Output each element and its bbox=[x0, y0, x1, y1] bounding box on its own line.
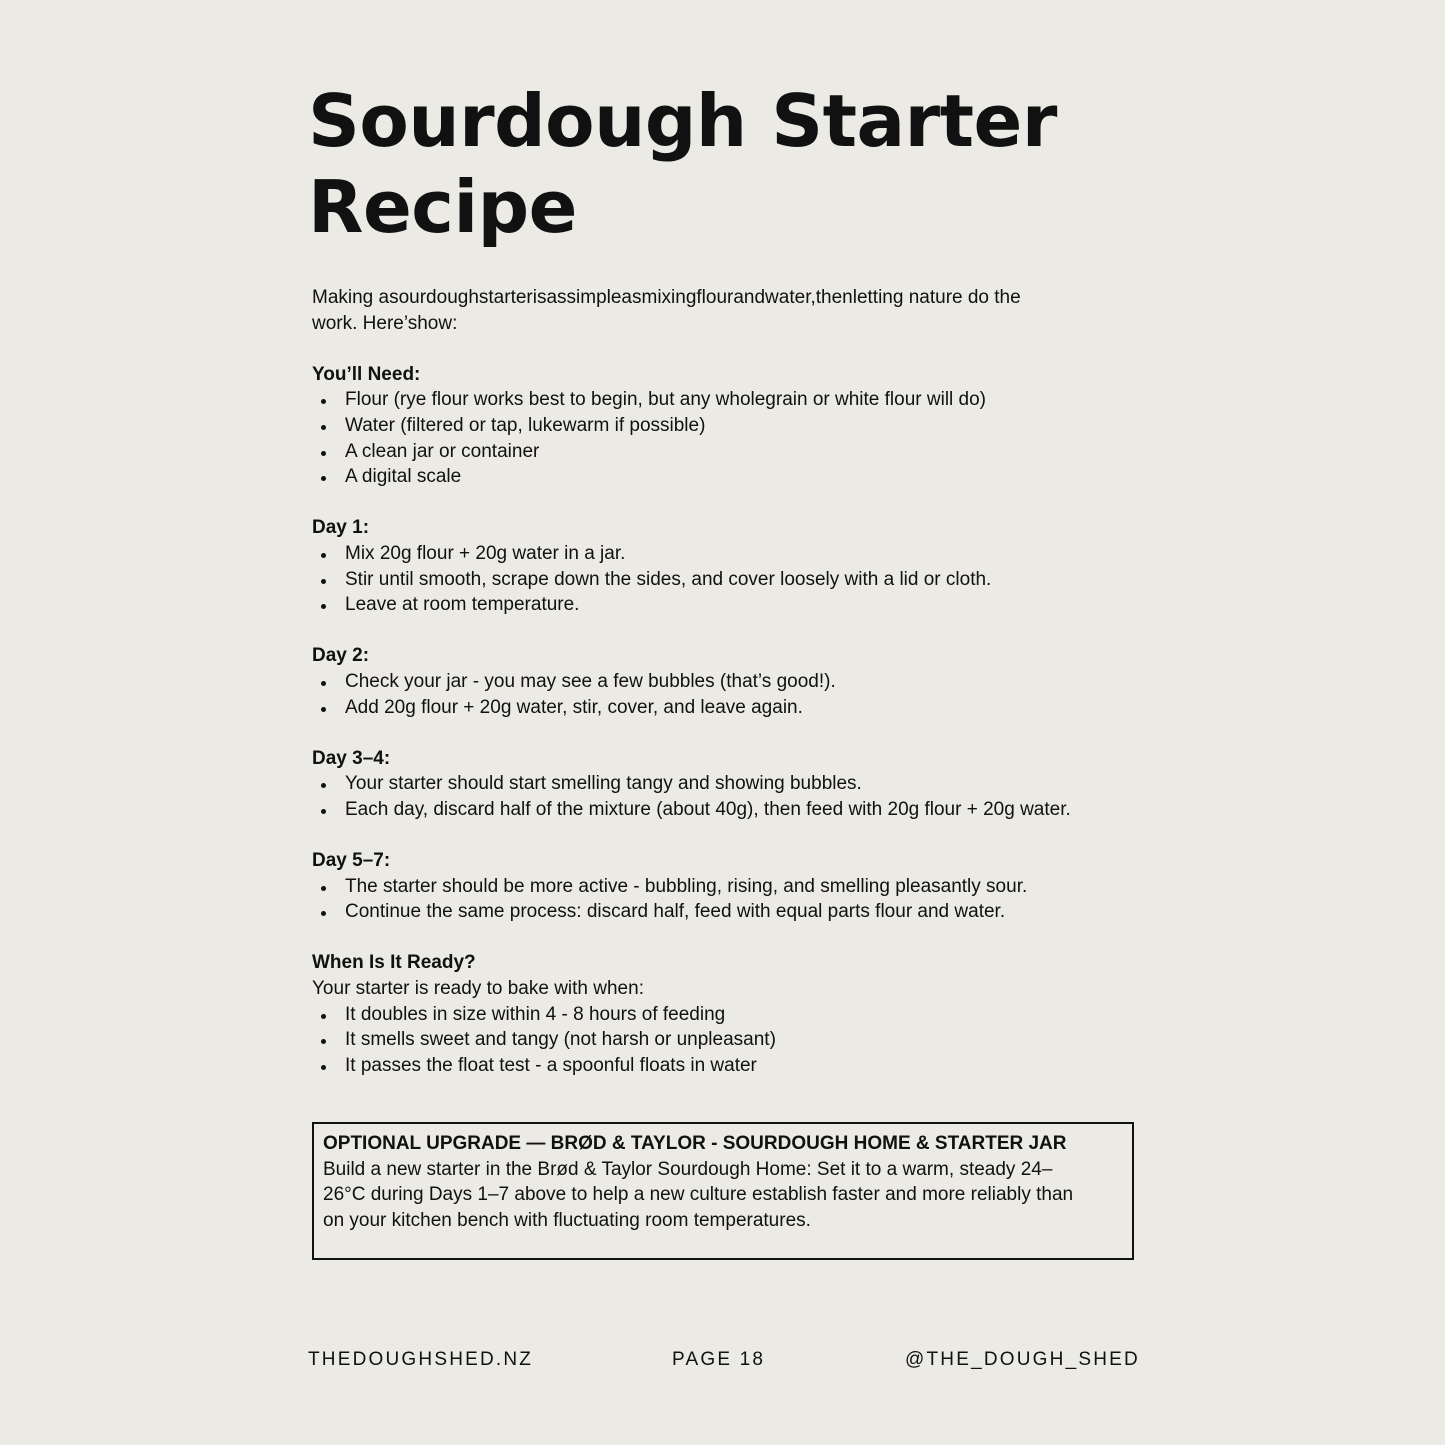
page-title-line-2: Recipe bbox=[308, 165, 578, 249]
section-heading: You’ll Need: bbox=[312, 363, 421, 385]
optional-upgrade-callout bbox=[312, 1122, 1134, 1260]
page-title-line-1: Sourdough Starter bbox=[308, 79, 1057, 163]
list-item: A digital scale bbox=[312, 464, 1132, 490]
section-day-2 bbox=[312, 643, 1132, 720]
list-item: Stir until smooth, scrape down the sides, and cover loosely with a lid or cloth. bbox=[312, 567, 1132, 593]
section-heading: Day 5–7: bbox=[312, 850, 391, 872]
footer-handle: @THE_DOUGH_SHED bbox=[905, 1349, 1140, 1370]
section-heading: Day 2: bbox=[312, 645, 370, 667]
recipe-body bbox=[312, 285, 1132, 1078]
list-item: Each day, discard half of the mixture (about 40g), then feed with 20g flour + 20g water. bbox=[312, 797, 1132, 823]
bullet-list bbox=[312, 874, 1132, 925]
section-day-3-4 bbox=[312, 746, 1132, 823]
footer-website: THEDOUGHSHED.NZ bbox=[308, 1349, 534, 1370]
ready-lead: Your starter is ready to bake with when: bbox=[312, 978, 644, 1000]
callout-line: 26°C during Days 1–7 above to help a new culture establish faster and more reliably than bbox=[323, 1184, 1074, 1206]
callout-title: OPTIONAL UPGRADE — BRØD & TAYLOR - SOURDOUGH HOME & STARTER JAR bbox=[323, 1133, 1067, 1154]
list-item: Leave at room temperature. bbox=[312, 592, 1132, 618]
list-item: A clean jar or container bbox=[312, 439, 1132, 465]
callout-line: Build a new starter in the Brød & Taylor Sourdough Home: Set it to a warm, steady 24– bbox=[323, 1158, 1053, 1180]
list-item: Mix 20g flour + 20g water in a jar. bbox=[312, 541, 1132, 567]
intro-paragraph bbox=[312, 285, 1132, 336]
section-when-ready bbox=[312, 950, 1132, 1078]
list-item: Your starter should start smelling tangy and showing bubbles. bbox=[312, 771, 1132, 797]
list-item: Continue the same process: discard half, feed with equal parts flour and water. bbox=[312, 899, 1132, 925]
section-youll-need bbox=[312, 362, 1132, 490]
bullet-list bbox=[312, 771, 1132, 822]
list-item: Flour (rye flour works best to begin, but any wholegrain or white flour will do) bbox=[312, 387, 1132, 413]
callout-line: on your kitchen bench with fluctuating room temperatures. bbox=[323, 1209, 811, 1231]
bullet-list bbox=[312, 541, 1132, 618]
list-item: It passes the float test - a spoonful floats in water bbox=[312, 1053, 1132, 1079]
list-item: Add 20g flour + 20g water, stir, cover, and leave again. bbox=[312, 695, 1132, 721]
intro-line-1: Making asourdoughstarterisassimpleasmixingflourandwater,thenletting nature do the bbox=[312, 287, 1021, 308]
bullet-list bbox=[312, 669, 1132, 720]
footer-page-number: PAGE 18 bbox=[672, 1349, 766, 1370]
list-item: The starter should be more active - bubbling, rising, and smelling pleasantly sour. bbox=[312, 874, 1132, 900]
section-heading: When Is It Ready? bbox=[312, 952, 476, 974]
section-heading: Day 1: bbox=[312, 517, 370, 539]
intro-line-2: work. Here’show: bbox=[312, 312, 458, 334]
list-item: It smells sweet and tangy (not harsh or unpleasant) bbox=[312, 1027, 1132, 1053]
list-item: It doubles in size within 4 - 8 hours of feeding bbox=[312, 1002, 1132, 1028]
bullet-list bbox=[312, 387, 1132, 489]
list-item: Water (filtered or tap, lukewarm if possible) bbox=[312, 413, 1132, 439]
section-heading: Day 3–4: bbox=[312, 747, 391, 769]
section-day-1 bbox=[312, 515, 1132, 617]
section-day-5-7 bbox=[312, 848, 1132, 925]
bullet-list bbox=[312, 1002, 1132, 1079]
page-title bbox=[308, 78, 1057, 250]
list-item: Check your jar - you may see a few bubbles (that’s good!). bbox=[312, 669, 1132, 695]
